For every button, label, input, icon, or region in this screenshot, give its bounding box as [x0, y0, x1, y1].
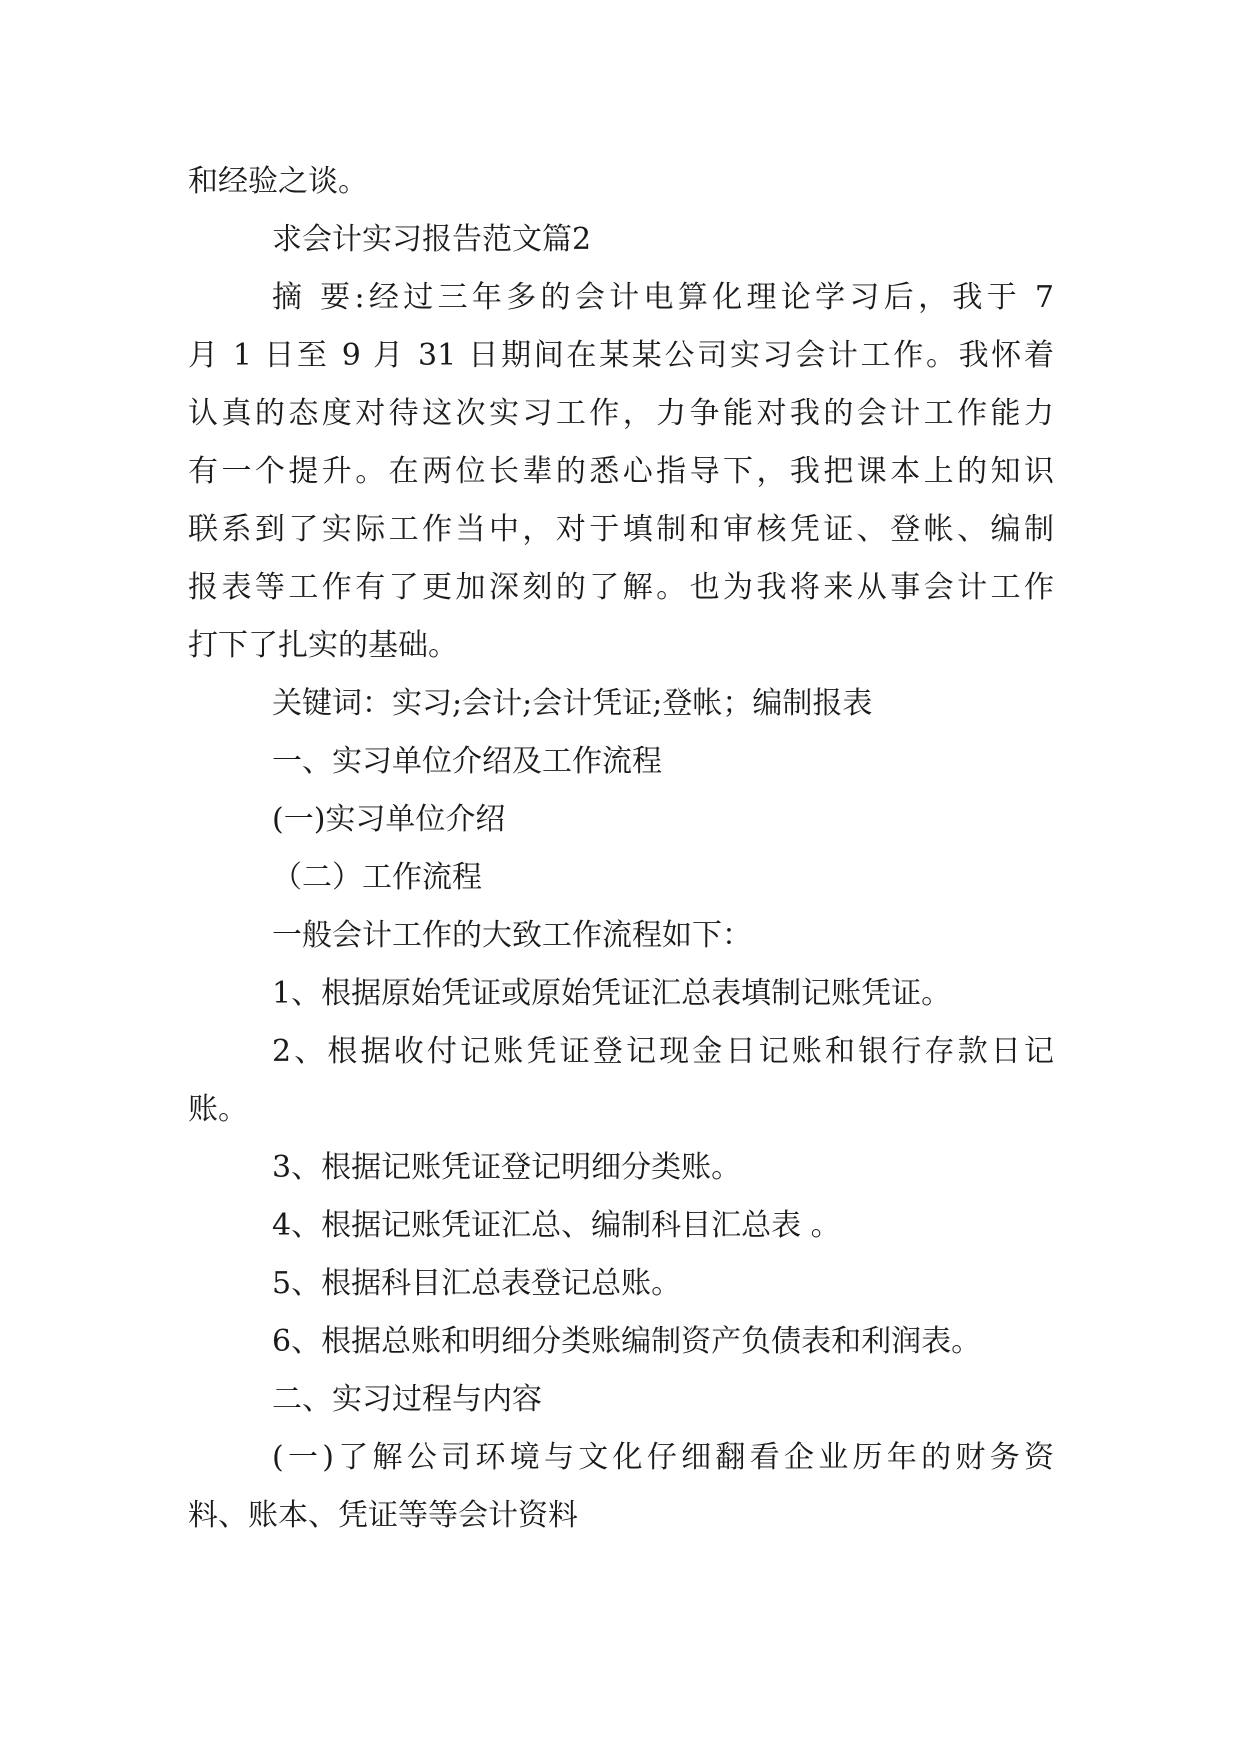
abstract-line: 有一个提升。在两位长辈的悉心指导下，我把课本上的知识 — [188, 454, 1054, 489]
heading-1: 一、实习单位介绍及工作流程 — [272, 744, 662, 779]
list-item: 3、根据记账凭证登记明细分类账。 — [272, 1150, 742, 1185]
list-item: 5、根据科目汇总表登记总账。 — [272, 1266, 682, 1301]
paragraph-line: (一)了解公司环境与文化仔细翻看企业历年的财务资 — [272, 1440, 1054, 1475]
keywords-line: 关键词：实习;会计;会计凭证;登帐；编制报表 — [272, 686, 873, 721]
abstract-line: 报表等工作有了更加深刻的了解。也为我将来从事会计工作 — [188, 570, 1054, 605]
list-item: 4、根据记账凭证汇总、编制科目汇总表 。 — [272, 1208, 841, 1243]
paragraph-line: 一般会计工作的大致工作流程如下： — [272, 918, 752, 953]
abstract-line: 摘 要:经过三年多的会计电算化理论学习后，我于 7 — [272, 280, 1054, 315]
section-title: 求会计实习报告范文篇2 — [272, 222, 592, 257]
document-body — [188, 153, 1054, 1545]
subheading: （二）工作流程 — [272, 860, 482, 895]
abstract-line: 认真的态度对待这次实习工作，力争能对我的会计工作能力 — [188, 396, 1054, 431]
list-item: 6、根据总账和明细分类账编制资产负债表和利润表。 — [272, 1324, 982, 1359]
list-item-continuation: 账。 — [188, 1092, 248, 1127]
list-item: 2、根据收付记账凭证登记现金日记账和银行存款日记 — [272, 1034, 1054, 1069]
heading-2: 二、实习过程与内容 — [272, 1382, 542, 1417]
abstract-line: 联系到了实际工作当中，对于填制和审核凭证、登帐、编制 — [188, 512, 1054, 547]
list-item: 1、根据原始凭证或原始凭证汇总表填制记账凭证。 — [272, 976, 952, 1011]
abstract-line: 月 1 日至 9 月 31 日期间在某某公司实习会计工作。我怀着 — [188, 338, 1054, 373]
subheading: (一)实习单位介绍 — [272, 802, 506, 837]
paragraph-line: 料、账本、凭证等等会计资料 — [188, 1498, 578, 1533]
abstract-line: 打下了扎实的基础。 — [188, 628, 458, 663]
paragraph-line: 和经验之谈。 — [188, 164, 368, 199]
